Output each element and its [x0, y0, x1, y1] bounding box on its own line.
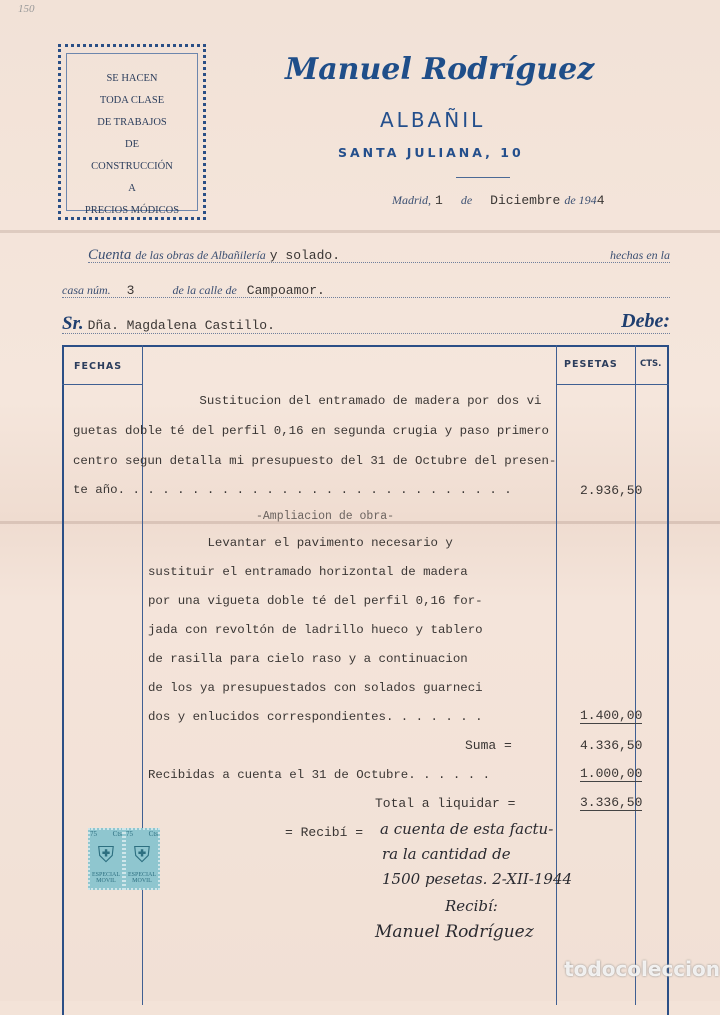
debe-label: Debe:	[621, 310, 670, 332]
revenue-stamp	[88, 828, 124, 890]
revenue-stamp	[124, 828, 160, 890]
revenue-stamps	[88, 828, 160, 890]
business-address: SANTA JULIANA, 10	[338, 145, 524, 160]
advert-line: TODA CLASE	[99, 95, 165, 106]
received-amount: 1.000,00	[580, 766, 643, 781]
handwritten-note: 1500 pesetas. 2-XII-1944	[382, 870, 573, 888]
house-number: 3	[126, 283, 135, 298]
advert-line: A	[128, 183, 136, 194]
house-label: casa núm.	[62, 283, 111, 297]
account-work-type: y solado.	[269, 248, 341, 263]
date-year-prefix: de 194	[564, 193, 597, 207]
description-line: guetas doble té del perfil 0,16 en segunda crugia y paso primero	[73, 424, 549, 438]
signature: Manuel Rodríguez	[375, 922, 534, 942]
description-line: te año. . . . . . . . . . . . . . . . . . . . . . . . . . .	[73, 483, 512, 497]
account-suffix: hechas en la	[610, 248, 670, 262]
account-line	[88, 246, 670, 263]
column-divider	[142, 345, 143, 1005]
stamp-value: 75	[126, 830, 133, 838]
description-line: por una vigueta doble té del perfil 0,16 for-	[148, 594, 483, 608]
recipient-line	[62, 310, 670, 334]
total-label: Total a liquidar =	[375, 796, 516, 811]
advert-box	[66, 53, 198, 216]
header-fechas: FECHAS	[74, 361, 123, 372]
handwritten-note: Recibí:	[445, 897, 498, 915]
street-name: Campoamor.	[246, 283, 325, 298]
sum-amount: 4.336,50	[580, 738, 643, 753]
handwritten-note: ra la cantidad de	[382, 845, 511, 863]
coat-of-arms-icon: ⛨	[133, 842, 151, 867]
advert-line: CONSTRUCCIÓN	[91, 161, 173, 172]
description-line: Levantar el pavimento necesario y	[148, 536, 453, 550]
description-line: de los ya presupuestados con solados guarneci	[148, 681, 483, 695]
description-line: Sustitucion del entramado de madera por dos vi	[73, 394, 542, 408]
business-trade: ALBAÑIL	[380, 108, 486, 132]
advert-line: SE HACEN	[106, 73, 158, 84]
description-line: sustituir el entramado horizontal de madera	[148, 565, 468, 579]
date-city: Madrid,	[392, 193, 431, 207]
description-line: de rasilla para cielo raso y a continuacion	[148, 652, 468, 666]
amount-2: 1.400,00	[580, 708, 643, 723]
received-label: Recibidas a cuenta el 31 de Octubre. . . . . .	[148, 768, 491, 782]
account-works: de las obras de Albañilería	[135, 248, 266, 262]
account-prefix: Cuenta	[88, 247, 132, 263]
coat-of-arms-icon: ⛨	[97, 842, 115, 867]
recipient-name: Dña. Magdalena Castillo.	[87, 318, 275, 333]
advert-line: DE TRABAJOS	[97, 117, 167, 128]
stamp-label: ESPECIAL MOVIL	[91, 872, 120, 884]
extension-heading: -Ampliacion de obra-	[256, 510, 395, 523]
fold-line	[0, 230, 720, 233]
header-cts: CTS.	[640, 359, 662, 369]
date-line	[392, 191, 672, 209]
amount-1: 2.936,50	[580, 483, 643, 498]
advert-line: PRECIOS MÓDICOS	[84, 205, 180, 216]
column-divider	[635, 345, 636, 1005]
header-rule	[556, 384, 669, 385]
column-divider	[556, 345, 557, 1005]
stamp-label: ESPECIAL MOVIL	[127, 872, 156, 884]
description-line: centro segun detalla mi presupuesto del 31 de Octubre del presen-	[73, 454, 557, 468]
header-rule	[62, 384, 142, 385]
received-mark: = Recibí =	[285, 825, 364, 840]
advert-line: DE	[125, 139, 139, 150]
street-label: de la calle de	[172, 283, 237, 297]
date-year-digit: 4	[596, 193, 605, 208]
recipient-title: Sr.	[62, 313, 84, 334]
handwritten-note: a cuenta de esta factu-	[380, 820, 554, 838]
description-line: dos y enlucidos correspondientes. . . . . . .	[148, 710, 483, 724]
description-line: jada con revoltón de ladrillo hueco y tablero	[148, 623, 483, 637]
corner-note: 150	[18, 3, 35, 15]
business-name: Manuel Rodríguez	[285, 52, 595, 87]
address-line	[62, 281, 670, 298]
invoice-table	[62, 345, 669, 1015]
sum-label: Suma =	[465, 738, 512, 753]
ornament-divider	[456, 177, 510, 178]
watermark: todocoleccion	[564, 957, 720, 981]
stamp-value: 75	[90, 830, 97, 838]
stamp-unit: Cts	[148, 830, 158, 838]
header-pesetas: PESETAS	[564, 359, 618, 370]
date-day: 1	[435, 193, 443, 208]
total-amount: 3.336,50	[580, 795, 643, 810]
date-de: de	[460, 193, 473, 207]
date-month: Diciembre	[490, 193, 561, 208]
stamp-unit: Cts	[112, 830, 122, 838]
